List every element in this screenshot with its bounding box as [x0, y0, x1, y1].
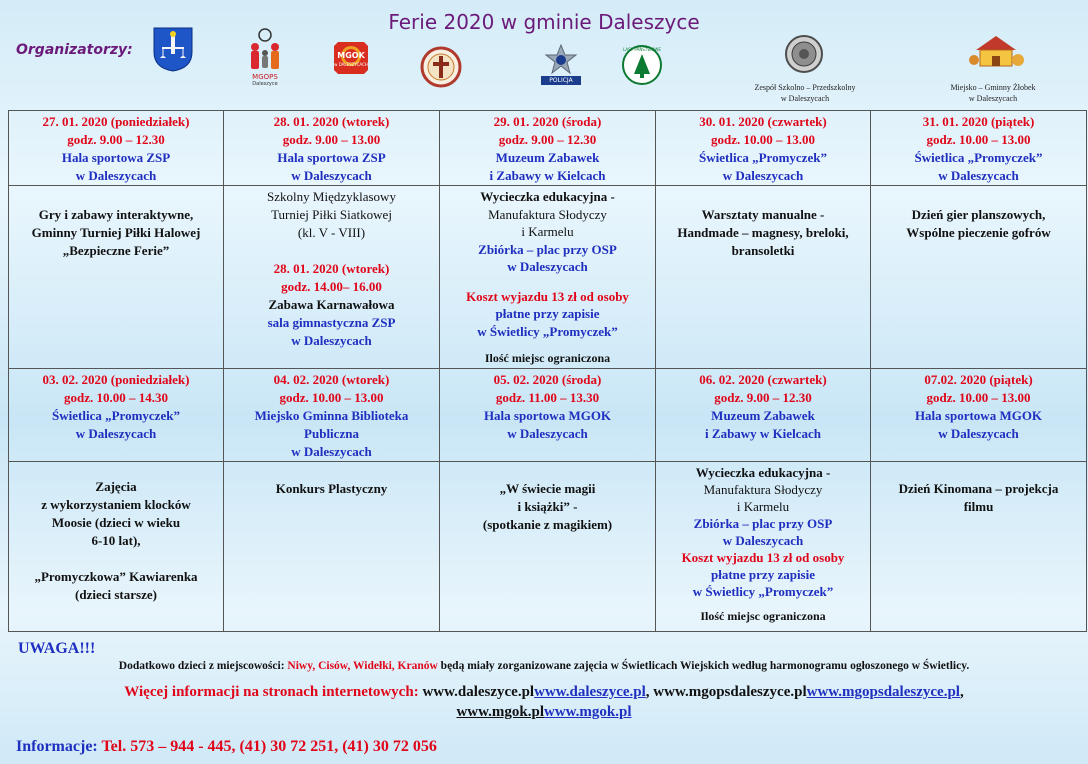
activity-line: Zajęcia	[95, 478, 137, 494]
activity-cell	[440, 186, 656, 369]
activity-line: „Bezpieczne Ferie”	[62, 243, 170, 258]
day-place: Muzeum Zabawek	[495, 150, 600, 165]
day-date: 05. 02. 2020 (środa)	[493, 371, 602, 387]
cost-info: Koszt wyjazdu 13 zł od osoby	[466, 288, 629, 304]
day-header-cell	[9, 111, 224, 186]
mgops-logo-text: MGOPS	[252, 73, 278, 81]
nursery-logo	[966, 32, 1028, 70]
mgok-logo-text: MGOK	[337, 51, 365, 60]
nursery-caption-line2: w Daleszycach	[968, 94, 1018, 103]
gathering-info: w Daleszycach	[722, 532, 804, 548]
activity-cell	[656, 186, 871, 369]
day-date: 06. 02. 2020 (czwartek)	[699, 371, 827, 387]
activity-line: „Promyczkowa” Kawiarenka	[34, 568, 198, 584]
school-logo	[784, 34, 824, 74]
more-info-line-2	[0, 704, 1088, 721]
header	[0, 0, 1088, 110]
day-date: 31. 01. 2020 (piątek)	[922, 114, 1035, 129]
activity-cell	[224, 461, 440, 631]
activity-line: Manufaktura Słodyczy	[703, 481, 823, 497]
mgok-logo	[332, 40, 370, 76]
activity-line: i książki” -	[517, 498, 578, 514]
activity-line: z wykorzystaniem klocków	[41, 496, 191, 512]
day-place: w Daleszycach	[75, 168, 157, 183]
day-place: Świetlica „Promyczek”	[52, 407, 180, 423]
organizers-label: Organizatorzy:	[16, 42, 133, 58]
police-logo-text: POLICJA	[541, 76, 581, 85]
parish-logo	[420, 46, 462, 88]
activity-line: (dzieci starsze)	[75, 586, 157, 602]
forestry-logo-text: LASY PAŃSTWOWE	[623, 47, 661, 52]
day-place: w Daleszycach	[507, 425, 588, 441]
day-time: godz. 10.00 – 13.00	[926, 132, 1031, 147]
day-time: godz. 10.00 – 14.30	[64, 389, 168, 405]
day-header-cell	[871, 111, 1087, 186]
notice-text	[0, 660, 1088, 672]
activity-line: Wspólne pieczenie gofrów	[906, 225, 1051, 240]
notice-pre: Dodatkowo dzieci z miejscowości:	[118, 660, 288, 672]
page-title: Ferie 2020 w gminie Daleszyce	[388, 10, 700, 34]
day-place: w Daleszycach	[291, 168, 372, 183]
day-header-cell	[224, 111, 440, 186]
activity-line: Gminny Turniej Piłki Halowej	[31, 225, 201, 240]
activity-cell	[9, 461, 224, 631]
day-header-cell	[224, 368, 440, 461]
activity-line: i Karmelu	[521, 224, 574, 239]
activity-line: Szkolny Międzyklasowy	[267, 189, 396, 204]
payment-info: płatne przy zapisie	[495, 306, 600, 321]
day-header-cell	[9, 368, 224, 461]
school-caption	[740, 82, 870, 104]
site3-text: www.mgok.pl	[456, 704, 544, 720]
day-header-cell	[656, 368, 871, 461]
day-place: i Zabawy w Kielcach	[489, 168, 606, 183]
day-header-cell	[440, 368, 656, 461]
activity-line: Turniej Piłki Siatkowej	[271, 207, 392, 222]
day-place: Świetlica „Promyczek”	[914, 150, 1043, 165]
day-place: sala gimnastyczna ZSP	[267, 315, 396, 330]
activity-line: Wycieczka edukacyjna -	[695, 464, 831, 480]
day-place: w Daleszycach	[938, 168, 1019, 183]
day-place: Hala sportowa MGOK	[483, 407, 612, 423]
activity-line: Manufaktura Słodyczy	[488, 206, 607, 222]
week2-content-row	[9, 461, 1087, 631]
day-place: w Daleszycach	[938, 425, 1019, 441]
police-logo	[540, 42, 582, 86]
limit-info: Ilość miejsc ograniczona	[700, 608, 826, 623]
day-place: Świetlica „Promyczek”	[699, 150, 827, 165]
day-place: Hala sportowa MGOK	[914, 407, 1043, 423]
day-header-cell	[656, 111, 871, 186]
activity-cell	[656, 461, 871, 631]
week1-content-row	[9, 186, 1087, 369]
nursery-caption-line1: Miejsko – Gminny Żłobek	[950, 83, 1036, 92]
day-time: godz. 10.00 – 13.00	[279, 389, 384, 405]
forestry-logo	[622, 44, 662, 86]
activity-line: Warsztaty manualne -	[701, 207, 825, 222]
activity-line: bransoletki	[731, 243, 795, 258]
site1-link[interactable]: www.daleszyce.pl	[534, 684, 646, 700]
activity-line: 6-10 lat),	[91, 532, 141, 548]
day-place: w Daleszycach	[291, 333, 372, 348]
nursery-caption	[918, 82, 1068, 104]
day-date: 28. 01. 2020 (wtorek)	[273, 114, 390, 129]
day-date: 28. 01. 2020 (wtorek)	[273, 261, 390, 276]
day-date: 03. 02. 2020 (poniedziałek)	[42, 371, 190, 387]
contact-label: Informacje:	[16, 738, 102, 755]
cost-info: Koszt wyjazdu 13 zł od osoby	[681, 549, 845, 565]
coat-of-arms-icon	[152, 26, 194, 72]
schedule-table	[8, 110, 1087, 632]
day-place: Miejsko Gminna Biblioteka	[254, 407, 409, 423]
contact-info	[16, 738, 437, 756]
activity-line: Wycieczka edukacyjna -	[480, 189, 615, 204]
day-time: godz. 11.00 – 13.30	[495, 389, 600, 405]
activity-cell	[440, 461, 656, 631]
payment-info: płatne przy zapisie	[711, 566, 815, 582]
day-place: i Zabawy w Kielcach	[705, 425, 821, 441]
activity-line: Dzień Kinomana – projekcja	[898, 480, 1059, 496]
school-caption-line1: Zespół Szkolno – Przedszkolny	[754, 83, 856, 92]
more-info-label: Więcej informacji na stronach internetowych	[124, 684, 414, 700]
more-info-line: Więcej informacji na stronach internetowych: www.daleszyce.plwww.daleszyce.pl, www.mgopsdaleszyce.plwww.mgopsdaleszyce.pl,	[124, 684, 964, 700]
site2-text: www.mgopsdaleszyce.pl	[653, 684, 807, 700]
day-date: 04. 02. 2020 (wtorek)	[273, 371, 390, 387]
day-date: 30. 01. 2020 (czwartek)	[699, 114, 827, 129]
activity-line: filmu	[963, 498, 994, 514]
site3-link[interactable]: www.mgok.pl	[544, 704, 632, 720]
day-place: Hala sportowa ZSP	[61, 150, 171, 165]
activity-line: Dzień gier planszowych,	[911, 207, 1046, 222]
activity-line: Konkurs Plastyczny	[275, 480, 388, 496]
day-place: Muzeum Zabawek	[711, 407, 815, 423]
day-time: godz. 9.00 – 13.00	[282, 132, 381, 147]
notice-villages: Niwy, Cisów, Widełki, Kranów	[287, 660, 438, 672]
activity-cell	[224, 186, 440, 369]
activity-cell	[9, 186, 224, 369]
activity-line: Zabawa Karnawałowa	[268, 297, 395, 312]
activity-line: (kl. V - VIII)	[297, 225, 366, 240]
activity-line: (spotkanie z magikiem)	[482, 516, 613, 532]
payment-info: w Świetlicy „Promyczek”	[692, 583, 834, 599]
mgops-logo-sub: Daleszyce	[252, 81, 278, 87]
day-place: Hala sportowa ZSP	[277, 150, 386, 165]
contact-phones: Tel. 573 – 944 - 445, (41) 30 72 251, (41) 30 72 056	[101, 738, 437, 755]
day-time: godz. 14.00– 16.00	[281, 279, 382, 294]
gathering-info: Zbiórka – plac przy OSP	[693, 515, 833, 531]
activity-line: „W świecie magii	[499, 480, 596, 496]
limit-info: Ilość miejsc ograniczona	[484, 351, 611, 365]
footer	[0, 626, 1088, 764]
week2-header-row	[9, 368, 1087, 461]
activity-cell	[871, 186, 1087, 369]
activity-line: Moosie (dzieci w wieku	[51, 514, 181, 530]
activity-line: i Karmelu	[736, 498, 790, 514]
day-time: godz. 9.00 – 12.30	[498, 132, 597, 147]
week1-header-row	[9, 111, 1087, 186]
notice-heading: UWAGA!!!	[18, 640, 96, 657]
day-time: godz. 10.00 – 13.00	[926, 389, 1031, 405]
notice-post: będą miały zorganizowane zajęcia w Świetlicach Wiejskich według harmonogramu ogłoszonego w Świetlicy.	[437, 660, 970, 672]
activity-line: Gry i zabawy interaktywne,	[38, 207, 194, 222]
day-header-cell	[871, 368, 1087, 461]
day-header-cell	[440, 111, 656, 186]
day-date: 27. 01. 2020 (poniedziałek)	[42, 114, 190, 129]
mgops-logo	[246, 26, 284, 88]
day-place: Publiczna	[304, 425, 359, 441]
gathering-info: Zbiórka – plac przy OSP	[478, 241, 617, 257]
gathering-info: w Daleszycach	[507, 259, 588, 274]
activity-line: Handmade – magnesy, breloki,	[677, 225, 849, 240]
site1-text: www.daleszyce.pl	[422, 684, 535, 700]
activity-cell	[871, 461, 1087, 631]
day-time: godz. 9.00 – 12.30	[67, 132, 165, 147]
site2-link[interactable]: www.mgopsdaleszyce.pl	[806, 684, 960, 700]
day-date: 29. 01. 2020 (środa)	[493, 114, 602, 129]
school-caption-line2: w Daleszycach	[780, 94, 830, 103]
day-place: w Daleszycach	[75, 425, 157, 441]
payment-info: w Świetlicy „Promyczek”	[477, 323, 618, 339]
day-date: 07.02. 2020 (piątek)	[924, 371, 1033, 387]
day-place: w Daleszycach	[291, 443, 372, 459]
day-time: godz. 10.00 – 13.00	[711, 132, 815, 147]
day-time: godz. 9.00 – 12.30	[714, 389, 812, 405]
mgok-logo-sub: w DALESZYCACH	[334, 62, 368, 67]
day-place: w Daleszycach	[722, 168, 804, 183]
